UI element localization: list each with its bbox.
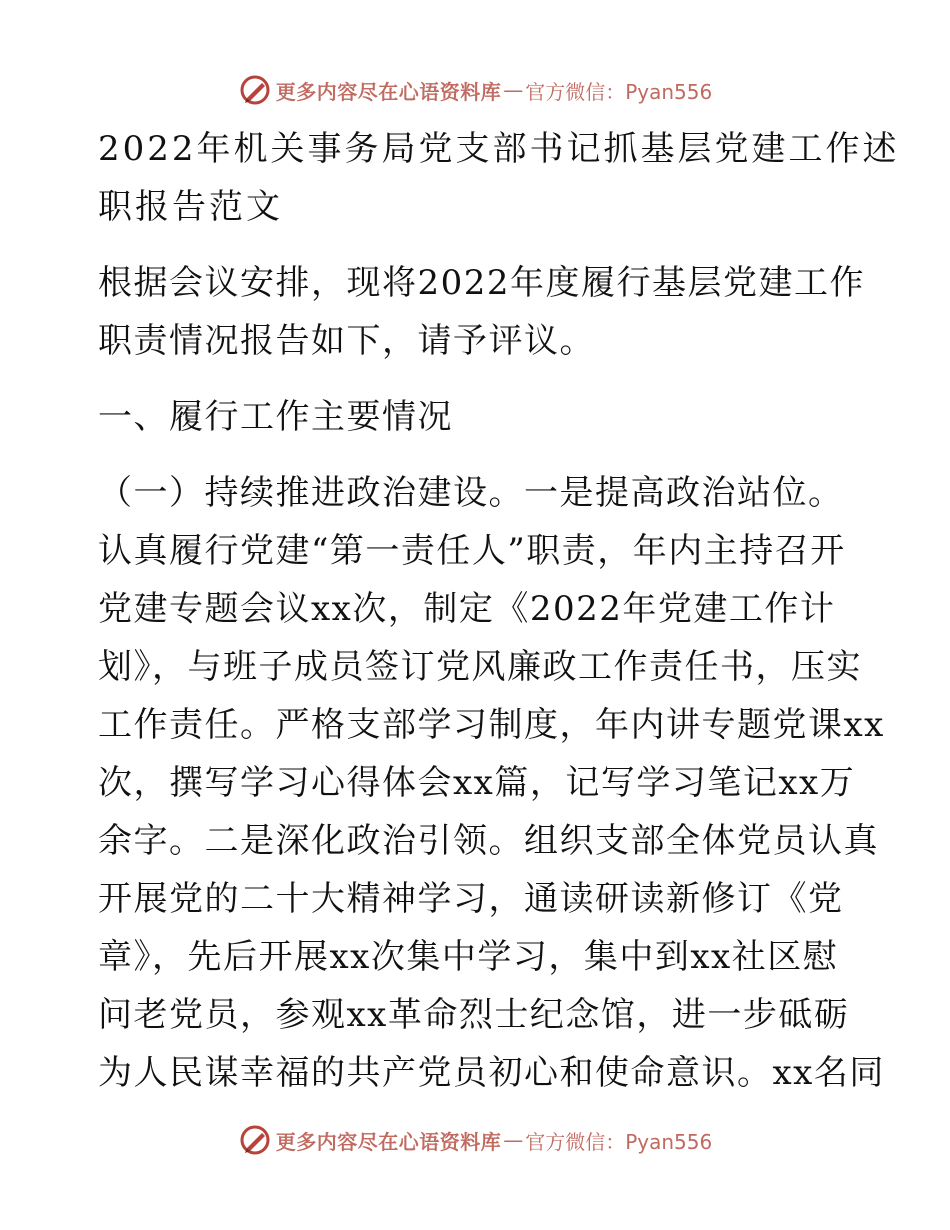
intro-paragraph — [98, 254, 866, 370]
body-line: 为人民谋幸福的共产党员初心和使命意识。xx名同 — [98, 1053, 885, 1093]
banner-contact-text: 官方微信：Pyan556 — [525, 1129, 713, 1154]
intro-line: 职责情况报告如下，请予评议。 — [98, 321, 595, 361]
section-heading: 一、履行工作主要情况 — [98, 397, 453, 437]
body-line: 划》，与班子成员签订党风廉政工作责任书，压实 — [98, 647, 862, 687]
body-line: 认真履行党建“第一责任人”职责，年内主持召开 — [98, 531, 846, 571]
banner-dash: — — [503, 78, 524, 102]
body-line: 问老党员，参观xx革命烈士纪念馆，进一步砥砺 — [98, 995, 850, 1035]
banner-brand-text: 更多内容尽在心语资料库 — [275, 1129, 502, 1154]
pen-logo-icon — [238, 1123, 272, 1157]
banner-dash: — — [503, 1128, 524, 1152]
document-title — [98, 120, 900, 236]
body-line: 工作责任。严格支部学习制度，年内讲专题党课xx — [98, 705, 885, 745]
title-line: 2022年机关事务局党支部书记抓基层党建工作述 — [98, 129, 900, 169]
banner-contact-text: 官方微信：Pyan556 — [525, 79, 713, 104]
title-line: 职报告范文 — [98, 187, 283, 227]
body-line: 党建专题会议xx次，制定《2022年党建工作计 — [98, 589, 836, 629]
body-line: 开展党的二十大精神学习，通读研读新修订《党 — [98, 879, 844, 919]
body-line: 次，撰写学习心得体会xx篇，记写学习笔记xx万 — [98, 763, 856, 803]
body-line: 余字。二是深化政治引领。组织支部全体党员认真 — [98, 821, 879, 861]
banner-brand-text: 更多内容尽在心语资料库 — [275, 79, 502, 104]
body-line: 章》，先后开展xx次集中学习，集中到xx社区慰 — [98, 937, 839, 977]
footer-watermark-banner — [0, 1120, 950, 1160]
header-watermark-banner — [0, 70, 950, 110]
pen-logo-icon — [238, 73, 272, 107]
intro-line: 根据会议安排，现将2022年度履行基层党建工作 — [98, 263, 866, 303]
document-content — [98, 120, 900, 1102]
body-paragraph — [98, 464, 885, 1102]
body-line: （一）持续推进政治建设。一是提高政治站位。 — [98, 473, 844, 513]
